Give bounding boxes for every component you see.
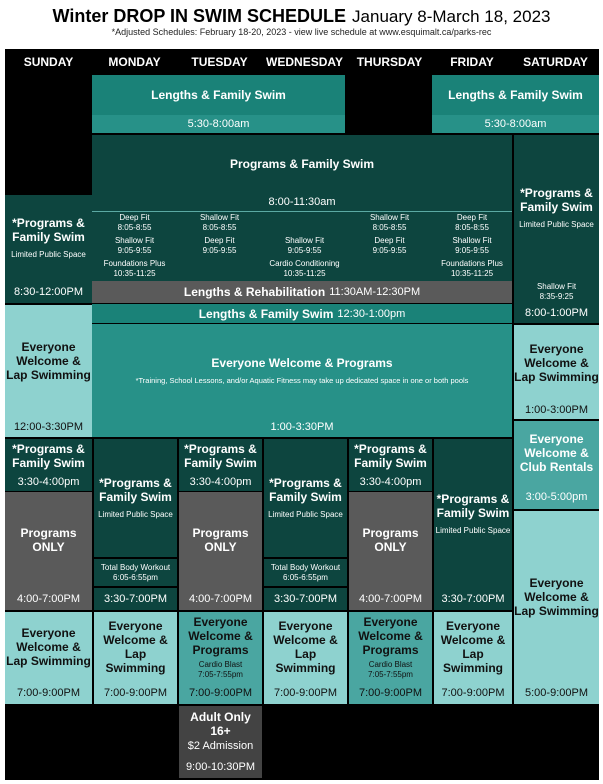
tue-programs-only-time-row xyxy=(179,588,262,610)
thu-programs-title: *Programs & Family Swim xyxy=(354,442,427,470)
wed-evening-title: Everyone Welcome & Lap Swimming xyxy=(273,619,338,675)
class-name: Cardio Conditioning xyxy=(269,259,340,268)
day-header-friday: FRIDAY xyxy=(450,54,494,69)
mon-evening-title: Everyone Welcome & Lap Swimming xyxy=(103,619,168,675)
thu-programs-only: Programs ONLY xyxy=(362,526,419,554)
fri-class-3 xyxy=(432,258,512,280)
tue-adult-title: Adult Only 16+ xyxy=(190,710,251,738)
sun-programs-note: Limited Public Space xyxy=(11,250,86,259)
sat-club-time-row xyxy=(514,485,599,509)
thu-evening-class-time: 7:05-7:55pm xyxy=(368,669,413,679)
class-time: 8:05-8:55 xyxy=(117,223,152,232)
lengths-family-midday xyxy=(92,304,512,323)
sat-club-time: 3:00-5:00pm xyxy=(525,491,588,503)
class-time: 9:05-9:55 xyxy=(455,246,489,255)
fri-programs-title: *Programs & Family Swim xyxy=(436,491,510,520)
sun-everyone-time: 12:00-3:30PM xyxy=(13,421,84,433)
sat-everyone-block xyxy=(514,325,599,401)
fri-class-1 xyxy=(432,212,512,234)
sat-everyone-time-row xyxy=(514,401,599,419)
sun-everyone-title: Everyone Welcome & Lap Swimming xyxy=(6,340,91,382)
tue-programs-only: Programs ONLY xyxy=(192,526,249,554)
sun-programs-title: *Programs & Family Swim xyxy=(12,216,85,244)
sat-club-title: Everyone Welcome & Club Rentals xyxy=(519,432,594,474)
mon-programs-block xyxy=(94,439,177,557)
tue-evening-time-row xyxy=(179,682,262,704)
class-time: 10:35-11:25 xyxy=(450,269,494,278)
lengths-family2-title: Lengths & Family Swim xyxy=(198,306,334,321)
everyone-programs-title: Everyone Welcome & Programs xyxy=(211,356,393,370)
fri-evening-title: Everyone Welcome & Lap Swimming xyxy=(440,619,506,675)
subtitle-note: *Adjusted Schedules: February 18-20, 2023 - view live schedule at www.esquimalt.ca/parks-rec xyxy=(111,27,492,37)
sun-evening-time-row xyxy=(5,682,92,704)
thu-evening-block xyxy=(349,612,432,682)
mon-wed-lengths-family-time xyxy=(92,115,345,133)
class-name: Deep Fit xyxy=(374,236,405,245)
class-name: Total Body Workout xyxy=(100,562,171,572)
sun-programs-block xyxy=(5,195,92,281)
everyone-programs-note: *Training, School Lessons, and/or Aquatic Fitness may take up dedicated space in one or both pools xyxy=(135,376,469,385)
sat-class xyxy=(514,281,599,303)
programs-family-title: Programs & Family Swim xyxy=(229,157,375,171)
class-name: Foundations Plus xyxy=(103,259,166,268)
mon-class-2 xyxy=(92,235,177,257)
wed-evening-time: 7:00-9:00PM xyxy=(274,687,337,699)
tue-programs-time-row xyxy=(179,473,262,491)
fri-evening-time-row xyxy=(434,682,512,704)
class-name: Shallow Fit xyxy=(452,236,492,245)
lengths-family2-time: 12:30-1:00pm xyxy=(337,307,406,320)
sun-evening-time: 7:00-9:00PM xyxy=(17,687,80,699)
class-time: 8:05-8:55 xyxy=(455,223,489,232)
sun-everyone-block xyxy=(5,305,92,417)
thu-evening-time: 7:00-9:00PM xyxy=(359,687,422,699)
class-time: 6:05-6:55pm xyxy=(113,572,158,582)
class-name: Shallow Fit xyxy=(199,213,240,222)
sun-programs-only-time: 4:00-7:00PM xyxy=(17,593,80,605)
wed-programs-block xyxy=(264,439,347,557)
sun-programs-only-block xyxy=(5,492,92,588)
programs-family-time-row xyxy=(92,193,512,211)
mon-programs-time: 3:30-7:00PM xyxy=(104,593,167,605)
fri-programs-time: 3:30-7:00PM xyxy=(441,593,505,605)
wed-evening-block xyxy=(264,612,347,682)
sun-programs2-title: *Programs & Family Swim xyxy=(12,442,85,470)
mon-programs-time-row xyxy=(94,588,177,610)
thu-programs-only-block xyxy=(349,492,432,588)
wed-evening-class xyxy=(264,559,347,586)
sat-everyone-title: Everyone Welcome & Lap Swimming xyxy=(514,342,599,384)
mon-programs-note: Limited Public Space xyxy=(98,510,173,519)
programs-family-block xyxy=(92,135,512,193)
class-time: 9:05-9:55 xyxy=(117,246,152,255)
tue-adult-time: 9:00-10:30PM xyxy=(185,761,256,773)
thu-class-2 xyxy=(347,235,432,257)
mon-programs-title: *Programs & Family Swim xyxy=(99,476,172,504)
class-time: 9:05-9:55 xyxy=(287,246,322,255)
fri-class-2 xyxy=(432,235,512,257)
thu-class-1 xyxy=(347,212,432,234)
thu-programs-block xyxy=(349,439,432,473)
fri-evening-time: 7:00-9:00PM xyxy=(441,687,505,699)
page-title xyxy=(0,6,603,27)
tue-adult-price: $2 Admission xyxy=(187,740,254,752)
wed-evening-time-row xyxy=(264,682,347,704)
sun-evening-block xyxy=(5,612,92,682)
title-main: Winter DROP IN SWIM SCHEDULE xyxy=(52,6,347,26)
fri-sat-lengths-family xyxy=(432,75,599,115)
sat-evening-block xyxy=(514,511,599,682)
lengths-family-time-fri: 5:30-8:00am xyxy=(484,118,547,130)
sat-programs-note: Limited Public Space xyxy=(519,220,594,229)
tue-adult-block xyxy=(179,706,262,756)
sat-everyone-time: 1:00-3:00PM xyxy=(525,404,588,416)
title-dates: January 8-March 18, 2023 xyxy=(352,7,551,26)
tue-programs-block xyxy=(179,439,262,473)
class-name: Shallow Fit xyxy=(114,236,155,245)
class-time: 10:35-11:25 xyxy=(113,269,156,278)
thu-evening-title: Everyone Welcome & Programs xyxy=(358,614,423,657)
mon-wed-lengths-family xyxy=(92,75,345,115)
class-time: 8:05-8:55 xyxy=(372,223,407,232)
thu-programs-only-time: 4:00-7:00PM xyxy=(359,593,422,605)
class-name: Shallow Fit xyxy=(536,282,577,291)
sun-programs-only-time-row xyxy=(5,588,92,610)
sat-programs-time-row xyxy=(514,303,599,323)
sun-everyone-time-row xyxy=(5,417,92,437)
everyone-programs-time: 1:00-3:30PM xyxy=(270,421,334,433)
class-name: Total Body Workout xyxy=(270,562,341,572)
tue-programs-title: *Programs & Family Swim xyxy=(184,442,257,470)
day-header-tuesday: TUESDAY xyxy=(191,54,248,69)
class-time: 9:05-9:55 xyxy=(202,246,237,255)
sat-programs-block xyxy=(514,135,599,281)
lengths-rehab-time: 11:30AM-12:30PM xyxy=(329,286,421,298)
class-name: Shallow Fit xyxy=(284,236,325,245)
day-header-sunday: SUNDAY xyxy=(23,54,74,69)
tue-evening-block xyxy=(179,612,262,682)
thu-programs-time-row xyxy=(349,473,432,491)
mon-evening-block xyxy=(94,612,177,682)
day-header-thursday: THURSDAY xyxy=(356,54,423,69)
wed-class-1 xyxy=(262,235,347,257)
lengths-rehab-title: Lengths & Rehabilitation xyxy=(183,285,326,299)
class-name: Deep Fit xyxy=(456,213,488,222)
lengths-family-time: 5:30-8:00am xyxy=(187,118,250,130)
class-name: Shallow Fit xyxy=(369,213,410,222)
sun-evening-title: Everyone Welcome & Lap Swimming xyxy=(6,626,91,668)
tue-programs-time: 3:30-4:00pm xyxy=(189,476,252,488)
everyone-programs-block xyxy=(92,324,512,417)
sun-programs2-time: 3:30-4:00pm xyxy=(17,476,80,488)
lengths-family-title-fri: Lengths & Family Swim xyxy=(448,88,583,102)
tue-evening-title: Everyone Welcome & Programs xyxy=(188,614,253,657)
tue-class-2 xyxy=(177,235,262,257)
mon-evening-class xyxy=(94,559,177,586)
class-time: 6:05-6:55pm xyxy=(283,572,328,582)
sat-evening-title: Everyone Welcome & Lap Swimming xyxy=(514,575,599,618)
sun-programs-time: 8:30-12:00PM xyxy=(13,286,84,298)
thu-evening-time-row xyxy=(349,682,432,704)
fri-evening-block xyxy=(434,612,512,682)
sat-programs-title: *Programs & Family Swim xyxy=(520,186,593,214)
thu-evening-class: Cardio Blast xyxy=(368,659,413,669)
tue-programs-only-time: 4:00-7:00PM xyxy=(189,593,252,605)
sat-evening-time-row xyxy=(514,682,599,704)
mon-class-3 xyxy=(92,258,177,280)
tue-class-1 xyxy=(177,212,262,234)
class-name: Foundations Plus xyxy=(441,259,503,268)
wed-class-2 xyxy=(262,258,347,280)
thu-programs-only-time-row xyxy=(349,588,432,610)
sat-evening-time: 5:00-9:00PM xyxy=(525,687,588,699)
wed-programs-note: Limited Public Space xyxy=(268,510,343,519)
class-name: Deep Fit xyxy=(204,236,235,245)
wed-programs-time-row xyxy=(264,588,347,610)
sat-club-block xyxy=(514,421,599,485)
class-time: 8:35-9:25 xyxy=(539,292,574,301)
fri-programs-note: Limited Public Space xyxy=(435,525,511,535)
sun-programs2-block xyxy=(5,439,92,473)
mon-evening-time: 7:00-9:00PM xyxy=(104,687,167,699)
sun-programs-only: Programs ONLY xyxy=(20,526,77,554)
programs-family-time: 8:00-11:30am xyxy=(268,196,336,208)
mon-class-1 xyxy=(92,212,177,234)
class-time: 8:05-8:55 xyxy=(202,223,237,232)
lengths-family-title: Lengths & Family Swim xyxy=(151,88,286,102)
sun-programs-time-row xyxy=(5,281,92,303)
class-name: Deep Fit xyxy=(119,213,150,222)
lengths-rehab-block xyxy=(92,281,512,303)
fri-programs-block xyxy=(434,439,512,588)
schedule-header xyxy=(0,0,603,50)
tue-adult-time-row xyxy=(179,756,262,778)
day-header-wednesday: WEDNESDAY xyxy=(266,54,343,69)
mon-evening-time-row xyxy=(94,682,177,704)
tue-evening-time: 7:00-9:00PM xyxy=(189,687,252,699)
schedule-grid xyxy=(5,49,599,780)
sat-programs-time: 8:00-1:00PM xyxy=(525,307,588,319)
tue-evening-class: Cardio Blast xyxy=(198,659,243,669)
class-time: 10:35-11:25 xyxy=(283,269,326,278)
tue-evening-class-time: 7:05-7:55pm xyxy=(198,669,243,679)
class-time: 9:05-9:55 xyxy=(372,246,407,255)
day-header-monday: MONDAY xyxy=(108,54,161,69)
tue-programs-only-block xyxy=(179,492,262,588)
fri-programs-time-row xyxy=(434,588,512,610)
wed-programs-time: 3:30-7:00PM xyxy=(274,593,337,605)
everyone-programs-time-row xyxy=(92,417,512,437)
day-header-saturday: SATURDAY xyxy=(523,54,588,69)
thu-programs-time: 3:30-4:00pm xyxy=(359,476,422,488)
wed-programs-title: *Programs & Family Swim xyxy=(269,476,342,504)
sun-programs2-time-row xyxy=(5,473,92,491)
fri-sat-lengths-family-time xyxy=(432,115,599,133)
